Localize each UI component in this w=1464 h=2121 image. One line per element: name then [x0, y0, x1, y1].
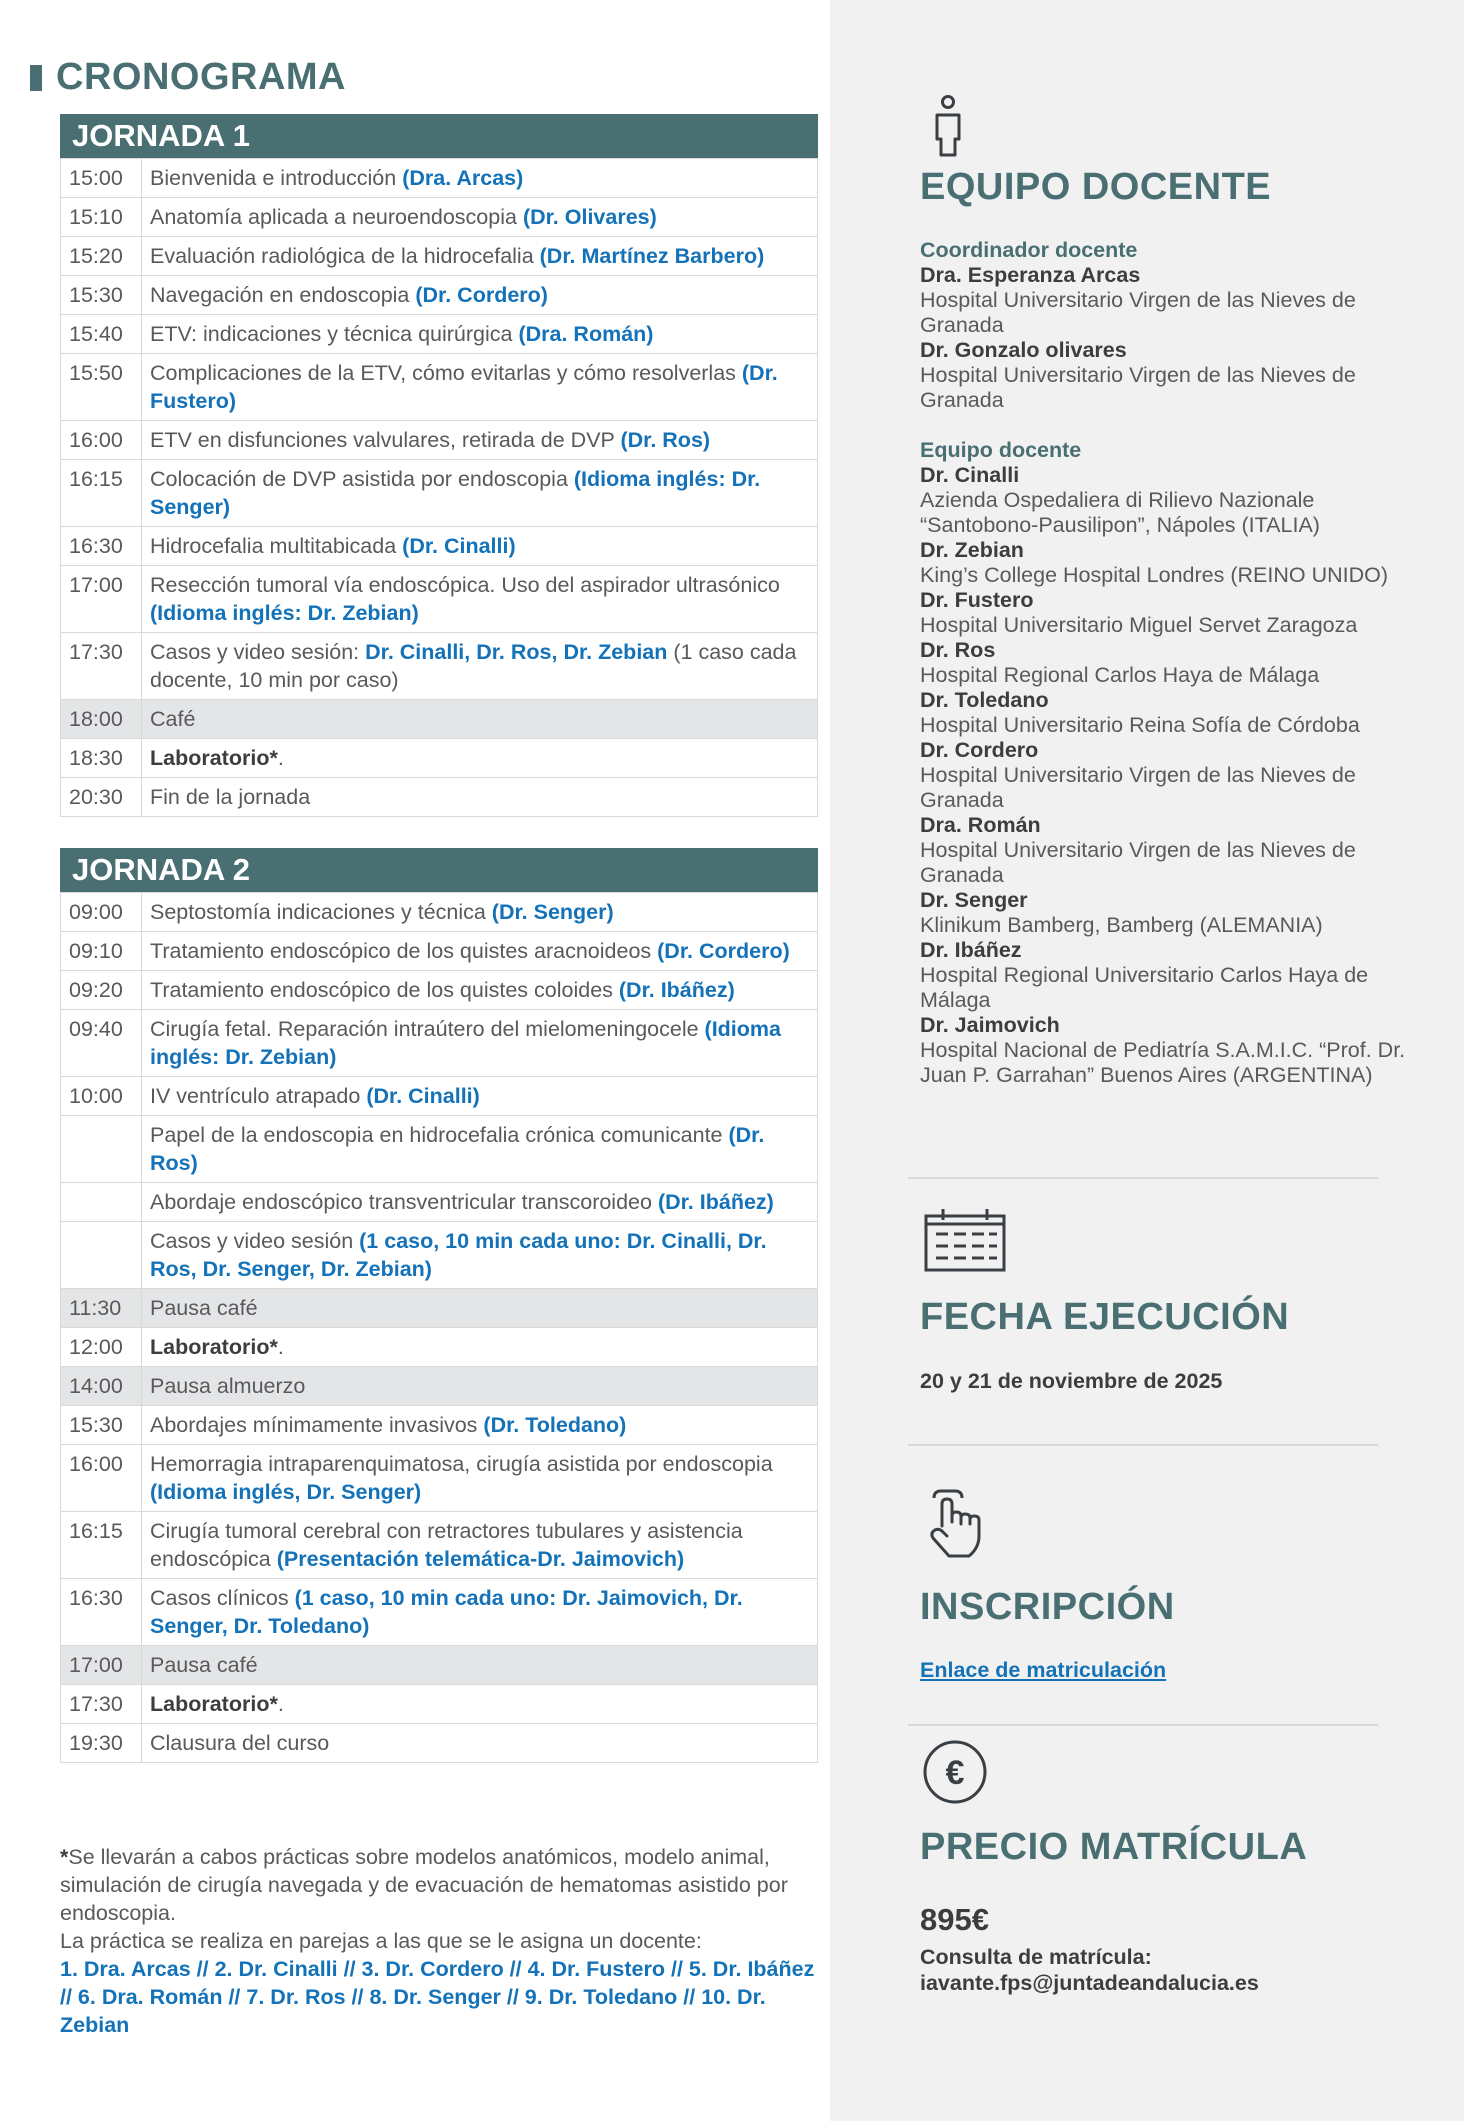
jornada-1	[60, 114, 818, 817]
schedule-row	[61, 237, 818, 276]
schedule-row	[61, 1579, 818, 1646]
schedule-row	[61, 700, 818, 739]
schedule-row	[61, 739, 818, 778]
schedule-row	[61, 1183, 818, 1222]
equipo-label: Equipo docente	[920, 438, 1082, 462]
docente-name: Dr. Ros	[920, 638, 996, 662]
schedule-time: 16:00	[61, 1445, 142, 1512]
activity-text: Abordaje endoscópico transventricular transcoroideo	[150, 1190, 658, 1214]
schedule-row	[61, 1328, 818, 1367]
docente-name: Dr. Senger	[920, 888, 1028, 912]
activity-text: Bienvenida e introducción	[150, 166, 403, 190]
speaker-name: (1 caso, 10 min cada uno: Dr. Jaimovich, Dr. Senger, Dr. Toledano)	[150, 1586, 743, 1638]
schedule-description	[142, 354, 818, 421]
schedule-time: 09:10	[61, 932, 142, 971]
schedule-row	[61, 566, 818, 633]
speaker-name: (1 caso, 10 min cada uno: Dr. Cinalli, Dr. Ros, Dr. Senger, Dr. Zebian)	[150, 1229, 767, 1281]
speaker-name: (Dr. Cordero)	[415, 283, 548, 307]
precio-value: 895€	[920, 1902, 989, 1937]
schedule-description	[142, 1289, 818, 1328]
schedule-description	[142, 971, 818, 1010]
activity-bold: Laboratorio*	[150, 1335, 278, 1359]
schedule-description	[142, 460, 818, 527]
schedule-row	[61, 1685, 818, 1724]
activity-text: Pausa café	[150, 1296, 258, 1320]
docente-name: Dr. Cordero	[920, 738, 1039, 762]
cronograma-title: CRONOGRAMA	[56, 56, 346, 98]
docente-name: Dra. Esperanza Arcas	[920, 263, 1141, 287]
schedule-row	[61, 421, 818, 460]
speaker-name: (Idioma inglés, Dr. Senger)	[150, 1480, 422, 1504]
activity-text: Cirugía tumoral cerebral con retractores tubulares y asistencia endoscópica	[150, 1519, 743, 1571]
euro-icon	[922, 1739, 988, 1805]
docente-name: Dr. Ibáñez	[920, 938, 1022, 962]
divider	[908, 1444, 1378, 1446]
activity-text: Casos y video sesión:	[150, 640, 366, 664]
schedule-row	[61, 971, 818, 1010]
docente-institution: Hospital Regional Carlos Haya de Málaga	[920, 663, 1320, 687]
schedule-description	[142, 700, 818, 739]
schedule-description	[142, 1328, 818, 1367]
schedule-description	[142, 739, 818, 778]
docente-institution: Azienda Ospedaliera di Rilievo Nazionale “Santobono-Pausilipon”, Nápoles (ITALIA)	[920, 488, 1320, 537]
cronograma-heading	[30, 56, 346, 99]
schedule-row	[61, 932, 818, 971]
activity-text: Casos clínicos	[150, 1586, 295, 1610]
speaker-name: (Dra. Arcas)	[402, 166, 524, 190]
speaker-name: (Dr. Cordero)	[657, 939, 790, 963]
schedule-time: 15:50	[61, 354, 142, 421]
schedule-description	[142, 1724, 818, 1763]
schedule-time: 20:30	[61, 778, 142, 817]
schedule-description	[142, 159, 818, 198]
schedule-time: 15:30	[61, 276, 142, 315]
schedule-row	[61, 1367, 818, 1406]
jornada-2	[60, 848, 818, 1763]
docente-institution: King’s College Hospital Londres (REINO UNIDO)	[920, 563, 1389, 587]
docente-institution: Hospital Universitario Miguel Servet Zaragoza	[920, 613, 1358, 637]
schedule-row	[61, 1646, 818, 1685]
docente-name: Dr. Fustero	[920, 588, 1034, 612]
speaker-name: (Presentación telemática-Dr. Jaimovich)	[276, 1547, 685, 1571]
schedule-row	[61, 1116, 818, 1183]
schedule-row	[61, 1445, 818, 1512]
schedule-description	[142, 198, 818, 237]
footnote-line-1: Se llevarán a cabos prácticas sobre modelos anatómicos, modelo animal, simulación de cirugía navegada y de evacuación de hematomas asistido por endoscopia.	[60, 1845, 788, 1925]
docente-institution: Hospital Universitario Virgen de las Nieves de Granada	[920, 838, 1356, 887]
footnote-pairs: 1. Dra. Arcas // 2. Dr. Cinalli // 3. Dr. Cordero // 4. Dr. Fustero // 5. Dr. Ibáñez // 6. Dra. Román // 7. Dr. Ros // 8. Dr. Senger // 9. Dr. Toledano // 10. Dr. Zebian	[60, 1957, 815, 2037]
schedule-description	[142, 778, 818, 817]
docente-name: Dr. Toledano	[920, 688, 1049, 712]
schedule-time: 14:00	[61, 1367, 142, 1406]
activity-text: ETV: indicaciones y técnica quirúrgica	[150, 322, 519, 346]
schedule-description	[142, 1512, 818, 1579]
schedule-description	[142, 1116, 818, 1183]
schedule-description	[142, 421, 818, 460]
schedule-time: 16:15	[61, 1512, 142, 1579]
schedule-time: 18:30	[61, 739, 142, 778]
activity-text: Casos y video sesión	[150, 1229, 360, 1253]
schedule-time: 16:00	[61, 421, 142, 460]
footnote-line-2: La práctica se realiza en parejas a las que se le asigna un docente:	[60, 1929, 702, 1953]
docente-institution: Hospital Nacional de Pediatría S.A.M.I.C. “Prof. Dr. Juan P. Garrahan” Buenos Aires (ARGENTINA)	[920, 1038, 1406, 1087]
schedule-row	[61, 460, 818, 527]
speaker-name: (Dr. Senger)	[491, 900, 614, 924]
schedule-row	[61, 1724, 818, 1763]
schedule-time: 16:15	[61, 460, 142, 527]
schedule-time: 16:30	[61, 527, 142, 566]
speaker-name: (Dr. Toledano)	[483, 1413, 627, 1437]
equipo-docente-list	[920, 238, 1420, 1088]
schedule-time: 15:40	[61, 315, 142, 354]
schedule-description	[142, 1646, 818, 1685]
person-icon	[932, 95, 964, 159]
speaker-name: (Dra. Román)	[518, 322, 654, 346]
schedule-description	[142, 1406, 818, 1445]
speaker-name: (Dr. Olivares)	[522, 205, 657, 229]
jornada-1-title: JORNADA 1	[60, 114, 818, 158]
schedule-row	[61, 354, 818, 421]
activity-text: Septostomía indicaciones y técnica	[150, 900, 492, 924]
speaker-name: (Idioma inglés: Dr. Senger)	[150, 467, 761, 519]
consulta-label: Consulta de matrícula:	[920, 1945, 1152, 1969]
speaker-name: (Idioma inglés: Dr. Zebian)	[150, 601, 419, 625]
activity-note: .	[277, 746, 284, 770]
schedule-row	[61, 1512, 818, 1579]
schedule-time: 17:30	[61, 633, 142, 700]
schedule-time: 17:00	[61, 566, 142, 633]
speaker-name: (Idioma inglés: Dr. Zebian)	[150, 1017, 781, 1069]
info-panel	[830, 0, 1464, 2121]
coordinador-label: Coordinador docente	[920, 238, 1138, 262]
schedule-description	[142, 566, 818, 633]
schedule-row	[61, 527, 818, 566]
schedule-row	[61, 1222, 818, 1289]
inscripcion-title: INSCRIPCIÓN	[920, 1586, 1175, 1628]
schedule-row	[61, 893, 818, 932]
docente-institution: Hospital Universitario Virgen de las Nieves de Granada	[920, 363, 1356, 412]
speaker-name: (Dr. Ibáñez)	[657, 1190, 774, 1214]
schedule-time: 15:00	[61, 159, 142, 198]
activity-text: IV ventrículo atrapado	[150, 1084, 367, 1108]
speaker-name: (Dr. Cinalli)	[366, 1084, 480, 1108]
activity-text: Resección tumoral vía endoscópica. Uso del aspirador ultrasónico	[150, 573, 780, 597]
schedule-time: 17:30	[61, 1685, 142, 1724]
divider	[908, 1724, 1378, 1726]
schedule-row	[61, 633, 818, 700]
docente-name: Dr. Zebian	[920, 538, 1024, 562]
speaker-name: (Dr. Martínez Barbero)	[539, 244, 765, 268]
schedule-time: 15:20	[61, 237, 142, 276]
fecha-title: FECHA EJECUCIÓN	[920, 1296, 1290, 1338]
docente-name: Dr. Cinalli	[920, 463, 1020, 487]
schedule-time: 18:00	[61, 700, 142, 739]
jornada-2-table	[60, 892, 818, 1763]
activity-text: Anatomía aplicada a neuroendoscopia	[150, 205, 523, 229]
schedule-description	[142, 1222, 818, 1289]
docente-institution: Hospital Regional Universitario Carlos Haya de Málaga	[920, 963, 1369, 1012]
speaker-name: (Dr. Fustero)	[150, 361, 778, 413]
schedule-description	[142, 1183, 818, 1222]
docente-name: Dr. Jaimovich	[920, 1013, 1060, 1037]
jornada-1-table	[60, 158, 818, 817]
activity-text: Navegación en endoscopia	[150, 283, 416, 307]
activity-bold: Laboratorio*	[150, 1692, 278, 1716]
activity-text: Hidrocefalia multitabicada	[150, 534, 403, 558]
schedule-row	[61, 276, 818, 315]
schedule-description	[142, 1077, 818, 1116]
schedule-time: 19:30	[61, 1724, 142, 1763]
calendar-icon	[923, 1207, 1007, 1273]
divider	[908, 1177, 1378, 1179]
activity-bold: Laboratorio*	[150, 746, 278, 770]
schedule-row	[61, 1289, 818, 1328]
schedule-description	[142, 1445, 818, 1512]
speaker-name: (Dr. Ros)	[150, 1123, 765, 1175]
docente-name: Dra. Román	[920, 813, 1041, 837]
speaker-name: Dr. Cinalli, Dr. Ros, Dr. Zebian	[365, 640, 668, 664]
schedule-description	[142, 1010, 818, 1077]
docente-institution: Hospital Universitario Virgen de las Nieves de Granada	[920, 763, 1356, 812]
hand-pointer-icon	[920, 1488, 992, 1560]
schedule-time: 11:30	[61, 1289, 142, 1328]
activity-text: Fin de la jornada	[150, 785, 311, 809]
schedule-description	[142, 932, 818, 971]
schedule-time: 15:30	[61, 1406, 142, 1445]
schedule-row	[61, 1010, 818, 1077]
schedule-description	[142, 1367, 818, 1406]
schedule-description	[142, 315, 818, 354]
schedule-row	[61, 315, 818, 354]
equipo-title: EQUIPO DOCENTE	[920, 166, 1272, 208]
speaker-name: (Dr. Cinalli)	[402, 534, 516, 558]
speaker-name: (Dr. Ros)	[620, 428, 711, 452]
schedule-time: 10:00	[61, 1077, 142, 1116]
activity-note: .	[277, 1335, 284, 1359]
docente-name: Dr. Gonzalo olivares	[920, 338, 1127, 362]
schedule-time	[61, 1222, 142, 1289]
footnote-asterisk: *	[60, 1845, 69, 1869]
activity-text: Colocación de DVP asistida por endoscopia	[150, 467, 574, 491]
schedule-row	[61, 198, 818, 237]
schedule-description	[142, 276, 818, 315]
activity-text: Papel de la endoscopia en hidrocefalia crónica comunicante	[150, 1123, 729, 1147]
lab-footnote	[60, 1843, 820, 2039]
speaker-name: (Dr. Ibáñez)	[618, 978, 735, 1002]
precio-title: PRECIO MATRÍCULA	[920, 1826, 1308, 1868]
docente-institution: Hospital Universitario Virgen de las Nieves de Granada	[920, 288, 1356, 337]
consulta-email[interactable]: iavante.fps@juntadeandalucia.es	[920, 1971, 1259, 1995]
activity-text: Pausa almuerzo	[150, 1374, 306, 1398]
schedule-row	[61, 778, 818, 817]
activity-text: Tratamiento endoscópico de los quistes aracnoideos	[150, 939, 658, 963]
schedule-description	[142, 237, 818, 276]
schedule-time: 09:00	[61, 893, 142, 932]
activity-text: Complicaciones de la ETV, cómo evitarlas y cómo resolverlas	[150, 361, 742, 385]
schedule-time: 15:10	[61, 198, 142, 237]
activity-text: Clausura del curso	[150, 1731, 330, 1755]
activity-text: Café	[150, 707, 196, 731]
docente-institution: Hospital Universitario Reina Sofía de Córdoba	[920, 713, 1360, 737]
schedule-time: 17:00	[61, 1646, 142, 1685]
schedule-row	[61, 1406, 818, 1445]
heading-marker	[30, 65, 42, 91]
activity-text: ETV en disfunciones valvulares, retirada de DVP	[150, 428, 621, 452]
svg-text:€: €	[945, 1754, 965, 1792]
activity-text: Hemorragia intraparenquimatosa, cirugía asistida por endoscopia	[150, 1452, 773, 1476]
jornada-2-title: JORNADA 2	[60, 848, 818, 892]
schedule-description	[142, 633, 818, 700]
fecha-value: 20 y 21 de noviembre de 2025	[920, 1369, 1223, 1393]
activity-note: (1 caso cada docente, 10 min por caso)	[150, 640, 797, 692]
schedule-time: 09:40	[61, 1010, 142, 1077]
schedule-time: 12:00	[61, 1328, 142, 1367]
schedule-time: 09:20	[61, 971, 142, 1010]
schedule-description	[142, 527, 818, 566]
schedule-description	[142, 1685, 818, 1724]
schedule-time	[61, 1183, 142, 1222]
activity-text: Evaluación radiológica de la hidrocefalia	[150, 244, 540, 268]
schedule-description	[142, 893, 818, 932]
schedule-description	[142, 1579, 818, 1646]
schedule-row	[61, 159, 818, 198]
schedule-time	[61, 1116, 142, 1183]
docente-institution: Klinikum Bamberg, Bamberg (ALEMANIA)	[920, 913, 1323, 937]
schedule-row	[61, 1077, 818, 1116]
activity-text: Tratamiento endoscópico de los quistes coloides	[150, 978, 619, 1002]
schedule-time: 16:30	[61, 1579, 142, 1646]
activity-text: Cirugía fetal. Reparación intraútero del mielomeningocele	[150, 1017, 705, 1041]
activity-text: Abordajes mínimamente invasivos	[150, 1413, 484, 1437]
activity-text: Pausa café	[150, 1653, 258, 1677]
matriculacion-link[interactable]: Enlace de matriculación	[920, 1658, 1167, 1682]
activity-note: .	[277, 1692, 284, 1716]
